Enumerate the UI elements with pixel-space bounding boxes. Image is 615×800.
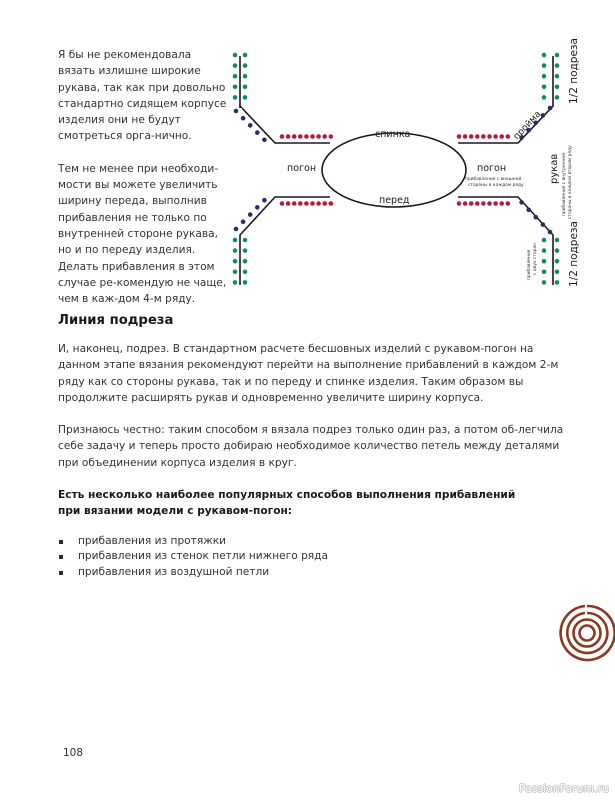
label-sleeve-note-1: прибавления с внутренней bbox=[562, 153, 567, 216]
label-front: перед bbox=[379, 195, 410, 206]
label-back: спинка bbox=[375, 129, 411, 140]
underarm-section bbox=[58, 312, 578, 580]
section-paragraph-2: Признаюсь честно: таким способом я вязала подрез только один раз, а потом об-легчила себе задачу и теперь просто добираю необходимое количество петель между деталями при объединении корпуса изделия в круг. bbox=[58, 424, 564, 469]
methods-intro-line-2: при вязании модели с рукавом-погон: bbox=[58, 505, 293, 518]
methods-intro bbox=[58, 487, 578, 520]
intro-paragraph-1: Я бы не рекомендовала вязать излишне широкие рукава, так как при довольно стандартно сидящем корпусе изделия они не будут смотреться орга-нично. bbox=[58, 49, 227, 143]
watermark: PassionForum.ru bbox=[519, 783, 609, 795]
label-half-underarm-top: 1/2 подреза bbox=[568, 38, 580, 104]
section-paragraph-1: И, наконец, подрез. В стандартном расчете бесшовных изделий с рукавом-погон на данном этапе вязания рекомендуют перейти на выполнение прибавлений в каждом 2-м ряду как со стороны рукава, так и по переду и спинке изделия. Таким образом вы продолжите расширять рукав и одновременно увеличите ширину корпуса. bbox=[58, 343, 559, 404]
label-yoke-right-note-2: стороны в каждом ряду bbox=[468, 183, 524, 188]
label-yoke-left: погон bbox=[287, 163, 317, 174]
page-number: 108 bbox=[63, 747, 84, 759]
raglan-diagram bbox=[226, 38, 615, 293]
section-heading: Линия подреза bbox=[58, 313, 174, 328]
label-underarm-note-1: прибавления bbox=[527, 249, 532, 280]
spiral-icon bbox=[555, 600, 615, 666]
green-dots bbox=[233, 53, 560, 285]
label-sleeve: рукав bbox=[549, 153, 560, 184]
list-item: прибавления из воздушной петли bbox=[58, 565, 578, 581]
list-item: прибавления из стенок петли нижнего ряда bbox=[58, 549, 578, 565]
label-underarm-note-2: с двух сторон bbox=[533, 242, 538, 275]
label-armhole: пройма bbox=[511, 109, 544, 143]
methods-intro-line-1: Есть несколько наиболее популярных способов выполнения прибавлений bbox=[58, 489, 516, 502]
list-item: прибавления из протяжки bbox=[58, 534, 578, 550]
label-sleeve-note-2: стороны в каждом втором ряду bbox=[568, 145, 573, 219]
intro-paragraph-2: Тем не менее при необходи-мости вы можете увеличить ширину переда, выполнив прибавления не только по внутренней стороне рукава, но и по переду изделия. Делать прибавления в этом случае ре-комендую не чаще, чем в каж-дом 4-м ряду. bbox=[58, 162, 227, 306]
intro-text bbox=[58, 47, 230, 323]
methods-list bbox=[58, 534, 578, 581]
label-half-underarm-bottom: 1/2 подреза bbox=[568, 221, 580, 287]
label-yoke-right-note-1: прибавления с внешней bbox=[465, 177, 522, 182]
label-yoke-right: погон bbox=[477, 163, 507, 174]
